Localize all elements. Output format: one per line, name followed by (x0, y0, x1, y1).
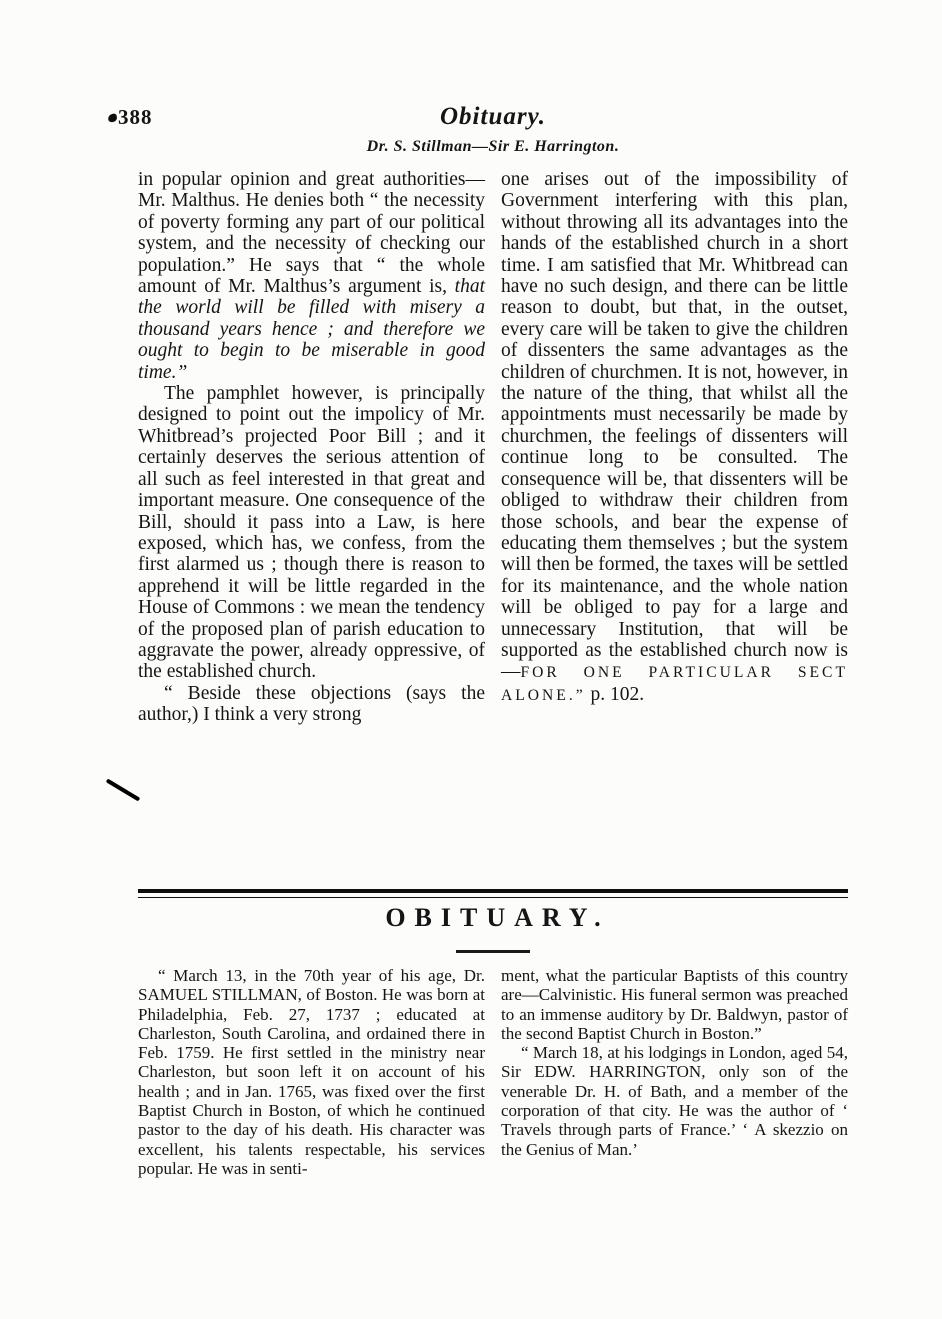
text-run: one arises out of the impossibility of Government interfering with this plan, without throwing all its advantages into the hands of the established church in a short time. I am satisfied that Mr. Whitbread can have no such design, and there can be little reason to doubt, but that, in the outset, every care will be taken to give the children of dissenters the same advantages as the children of churchmen. It is not, however, in the nature of the thing, that whilst all the appointments must necessarily be made by churchmen, the feelings of dissenters will continue long to be consulted. The consequence will be, that dissenters will be obliged to withdraw their children from those schools, and bear the expense of educating them themselves ; but the system will then be formed, the taxes will be settled for its maintenance, and the whole nation will be obliged to pay for a large and unnecessary Institution, that will be supported as the established church now is— (501, 169, 848, 683)
paragraph (501, 1043, 848, 1159)
obituary-heading-rule (138, 950, 848, 953)
text-run: “ March 18, at his lodgings in London, aged 54, Sir EDW. HARRINGTON, only son of the venerable Dr. H. of Bath, and a member of the corporation of that city. He was the author of ‘ Travels through parts of France.’ ‘ A skezzio on the Genius of Man.’ (501, 1043, 848, 1159)
obituary-heading: OBITUARY. (385, 903, 610, 932)
text-run: in popular opinion and great authorities—Mr. Malthus. He denies both “ the necessity of poverty forming any part of our political system, and the necessity of checking our population.” He says that “ the whole amount of Mr. Malthus’s argument is, (138, 169, 485, 298)
obituary-right-column (501, 966, 848, 1178)
paragraph (138, 169, 485, 383)
paragraph (501, 966, 848, 1043)
text-run: The pamphlet however, is principally designed to point out the impolicy of Mr. Whitbread’s projected Poor Bill ; and it certainly deserves the serious attention of all such as feel interested in that great and important measure. One consequence of the Bill, should it pass into a Law, is here exposed, which has, we confess, from the first alarmed us ; though there is reason to apprehend it will be little regarded in the House of Commons : we mean the tendency of the proposed plan of parish education to aggravate the power, already oppressive, of the established church. (138, 383, 485, 683)
running-subtitle: Dr. S. Stillman—Sir E. Harrington. (366, 138, 620, 155)
paragraph (138, 683, 485, 726)
text-run: ment, what the particular Baptists of this country are—Calvinistic. His funeral sermon was preached to an immense auditory by Dr. Baldwyn, pastor of the second Baptist Church in Boston.” (501, 966, 848, 1043)
paragraph (501, 169, 848, 706)
review-right-column (501, 169, 848, 726)
section-divider-rule (138, 889, 848, 898)
paragraph (138, 383, 485, 683)
paragraph (138, 966, 485, 1178)
margin-pen-mark (106, 778, 141, 801)
review-left-column (138, 169, 485, 726)
text-run: that the world will be filled with misery a thousand years hence ; and therefore we ought to begin to be miserable in good time.” (138, 276, 485, 383)
text-run: p. 102. (585, 683, 645, 705)
ink-blot-mark (107, 113, 117, 123)
text-run: “ March 13, in the 70th year of his age, Dr. SAMUEL STILLMAN, of Boston. He was born at Philadelphia, Feb. 27, 1737 ; educated at Charleston, South Carolina, and ordained there in Feb. 1759. He first settled in the ministry near Charleston, but soon left it on account of his health ; and in Jan. 1765, was fixed over the first Baptist Church in Boston, of which he continued pastor to the day of his death. His character was excellent, his talents respectable, his services popular. He was in senti- (138, 966, 485, 1178)
obituary-section (138, 966, 848, 1178)
page-number-text: 388 (118, 105, 153, 129)
text-run: FOR ONE PARTICULAR SECT ALONE.” (501, 664, 848, 704)
obituary-left-column (138, 966, 485, 1178)
review-section (138, 169, 848, 726)
text-run: “ Beside these objections (says the author,) I think a very strong (138, 682, 485, 726)
running-title: Obituary. (440, 103, 546, 130)
